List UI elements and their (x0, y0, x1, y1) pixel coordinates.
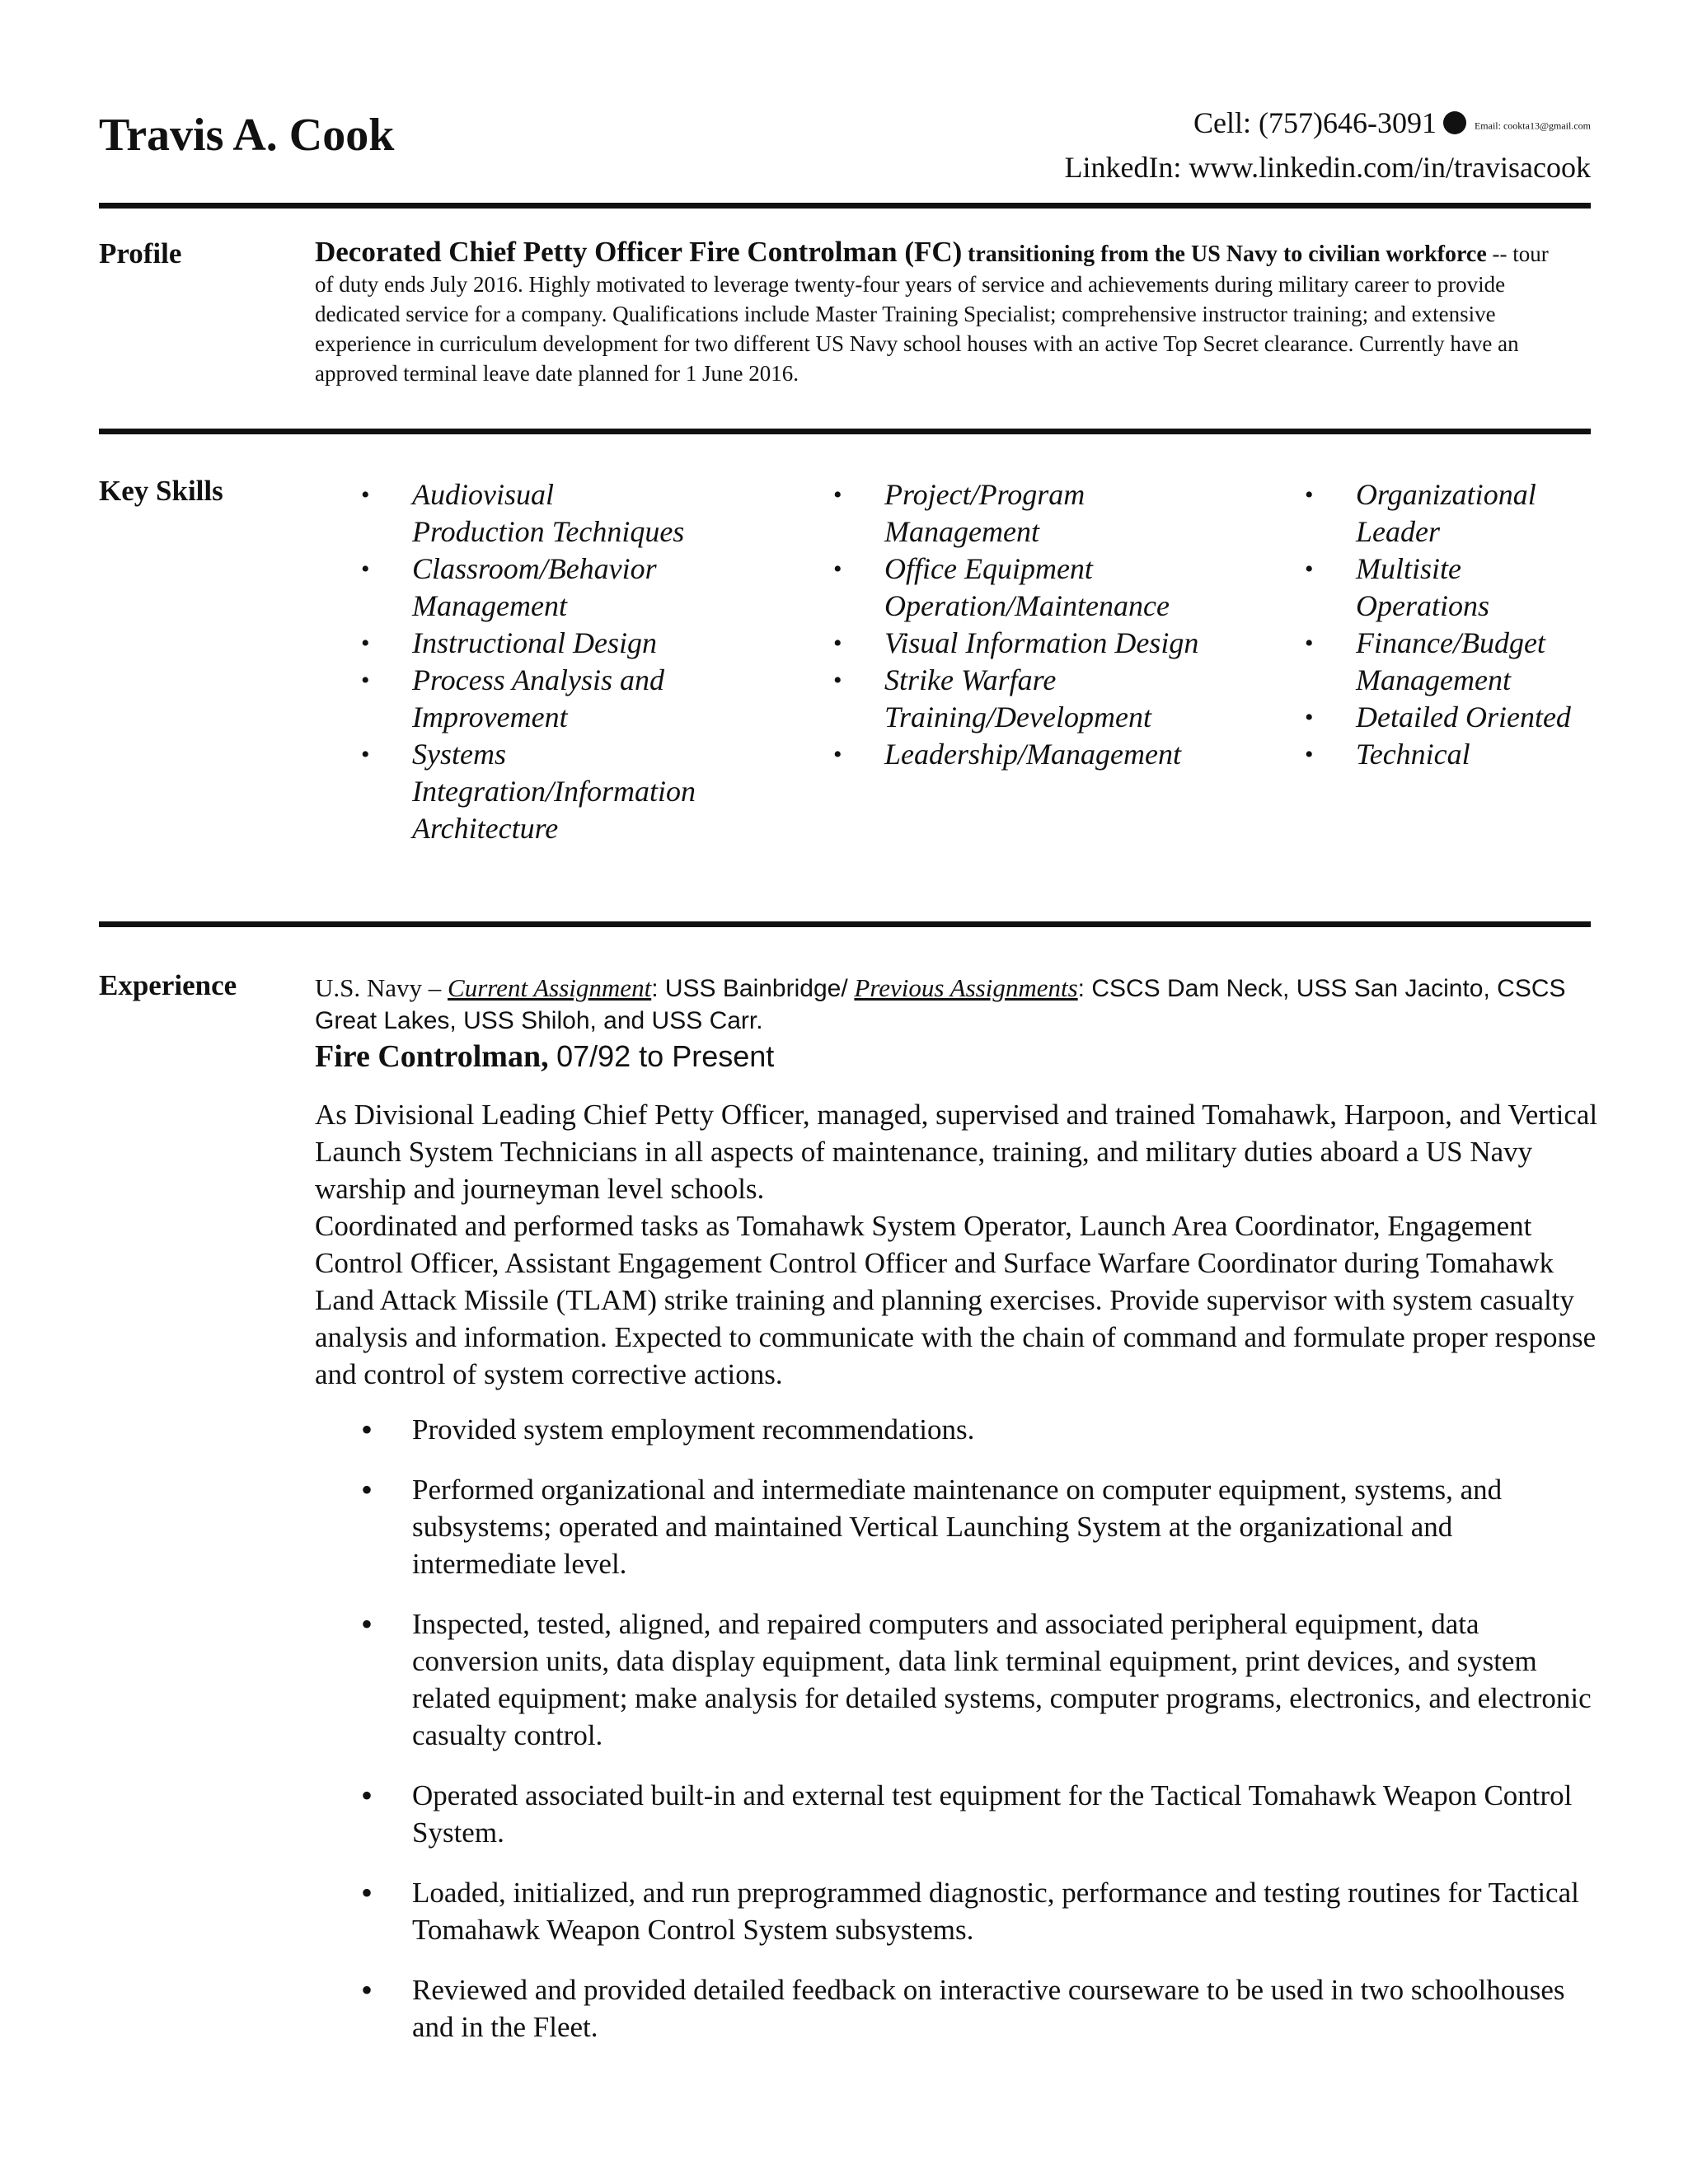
skills-column-1 (412, 476, 696, 847)
profile-body: -- tour of duty ends July 2016. Highly motivated to leverage twenty-four years of service and achievements during military career to provide dedicated service for a company. Qualifications include Master Training Specialist; comprehensive instructor training; and extensive experience in curriculum development for two different US Navy school houses with an active Top Secret clearance. Currently have an approved terminal leave date planned for 1 June 2016. (315, 241, 1549, 386)
job-title-line (315, 1038, 774, 1075)
current-assignment-value: : USS Bainbridge/ (651, 975, 848, 1002)
email-address[interactable]: Email: cookta13@gmail.com (1474, 120, 1591, 132)
current-assignment-label: Current Assignment (448, 973, 652, 1002)
accomplishment-item: • Operated associated built-in and external test equipment for the Tactical Tomahawk Weapon Control System. (412, 1777, 1599, 1851)
skill-item: • Finance/Budget Management (1356, 625, 1595, 699)
skill-item: • Project/Program Management (884, 476, 1247, 551)
profile-lead-subtitle: transitioning from the US Navy to civilian workforce (968, 241, 1487, 267)
assignments-line (315, 972, 1601, 1037)
skill-item: • Detailed Oriented (1356, 699, 1595, 736)
job-description (315, 1096, 1601, 1393)
accomplishment-item: • Reviewed and provided detailed feedback on interactive courseware to be used in two schoolhouses and in the Fleet. (412, 1971, 1599, 2046)
profile-heading: Profile (99, 237, 182, 269)
accomplishment-item: • Loaded, initialized, and run preprogrammed diagnostic, performance and testing routines for Tactical Tomahawk Weapon Control System subsystems. (412, 1874, 1599, 1948)
accomplishments-list (412, 1411, 1599, 2069)
accomplishment-item: • Provided system employment recommendations. (412, 1411, 1599, 1448)
bullet-dot-icon (1443, 111, 1466, 134)
job-description-para-2: Coordinated and performed tasks as Tomahawk System Operator, Launch Area Coordinator, Engagement Control Officer, Assistant Engagement Control Officer and Surface Warfare Coordinator during Tomahawk Land Attack Missile (TLAM) strike training and planning exercises. Provide supervisor with system casualty analysis and information. Expected to communicate with the chain of command and formulate proper response and control of system corrective actions. (315, 1210, 1597, 1390)
section-divider (99, 429, 1591, 434)
skill-item: • Process Analysis and Improvement (412, 662, 692, 736)
key-skills-heading: Key Skills (99, 475, 223, 507)
skill-item: • Instructional Design (412, 625, 692, 662)
experience-heading: Experience (99, 969, 237, 1001)
skill-item: • Office Equipment Operation/Maintenance (884, 551, 1247, 625)
previous-assignments-value: : CSCS Dam Neck, USS San Jacinto, CSCS Great Lakes, USS Shiloh, and USS Carr. (315, 975, 1566, 1034)
skill-item: • Leadership/Management (884, 736, 1247, 773)
skills-column-3 (1356, 476, 1595, 773)
skill-item: • Systems Integration/Information Architecture (412, 736, 692, 847)
skill-item: • Strike Warfare Training/Development (884, 662, 1247, 736)
contact-block (1064, 102, 1591, 188)
cell-phone: Cell: (757)646-3091 (1193, 106, 1437, 139)
previous-assignments-label: Previous Assignments (854, 973, 1078, 1002)
skills-column-2 (884, 476, 1247, 773)
job-description-para-1: As Divisional Leading Chief Petty Officer, managed, supervised and trained Tomahawk, Harpoon, and Vertical Launch System Technicians in all aspects of maintenance, training, and military duties aboard a US Navy warship and journeyman level schools. (315, 1099, 1598, 1205)
job-dates: 07/92 to Present (556, 1039, 775, 1073)
skill-item: • Technical (1356, 736, 1595, 773)
section-divider (99, 203, 1591, 209)
candidate-name: Travis A. Cook (99, 110, 395, 161)
profile-lead-title: Decorated Chief Petty Officer Fire Controlman (FC) (315, 236, 963, 268)
profile-summary (315, 237, 1568, 388)
skill-item: • Organizational Leader (1356, 476, 1595, 551)
linkedin-url[interactable]: LinkedIn: www.linkedin.com/in/travisacook (1064, 150, 1591, 184)
accomplishment-item: • Performed organizational and intermediate maintenance on computer equipment, systems, and subsystems; operated and maintained Vertical Launching System at the organizational and intermediate level. (412, 1471, 1599, 1582)
skill-item: • Visual Information Design (884, 625, 1247, 662)
skill-item: • Multisite Operations (1356, 551, 1595, 625)
skill-item: • Classroom/Behavior Management (412, 551, 692, 625)
section-divider (99, 921, 1591, 927)
accomplishment-item: • Inspected, tested, aligned, and repaired computers and associated peripheral equipment, data conversion units, data display equipment, data link terminal equipment, print devices, and system related equipment; make analysis for detailed systems, computer programs, electronics, and electronic casualty control. (412, 1605, 1599, 1754)
skill-item: • Audiovisual Production Techniques (412, 476, 692, 551)
job-title: Fire Controlman, (315, 1039, 549, 1074)
contact-line-1 (1064, 102, 1591, 147)
employer: U.S. Navy – (315, 973, 442, 1002)
